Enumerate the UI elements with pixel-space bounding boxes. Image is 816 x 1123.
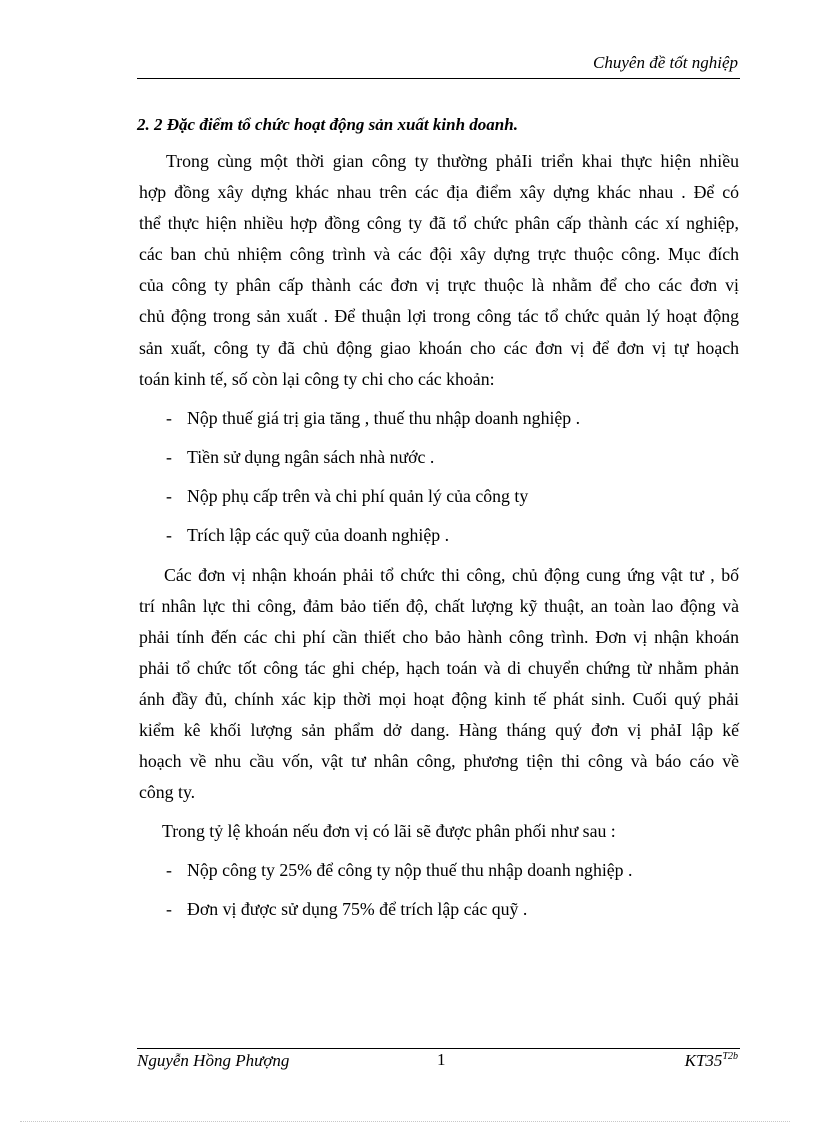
dash-bullet: - <box>166 408 172 428</box>
paragraph-line: ánh đầy đủ, chính xác kịp thời mọi hoạt động kinh tế phát sinh. Cuối quý phải <box>139 689 739 709</box>
paragraph-3: Trong tỷ lệ khoán nếu đơn vị có lãi sẽ được phân phối như sau : <box>162 821 616 841</box>
paragraph-line: phải tính đến các chi phí cần thiết cho bảo hành công trình. Đơn vị nhận khoán <box>139 627 739 647</box>
header-title: Chuyên đề tốt nghiệp <box>593 53 738 72</box>
list-item-text: Đơn vị được sử dụng 75% để trích lập các quỹ . <box>187 899 528 919</box>
paragraph-line: các ban chủ nhiệm công trình và các đội xây dựng trực thuộc công. Mục đích <box>139 244 739 264</box>
list-item-text: Nộp công ty 25% để công ty nộp thuế thu nhập doanh nghiệp . <box>187 860 633 880</box>
paragraph-line: hợp đồng xây dựng khác nhau trên các địa điểm xây dựng khác nhau . Để có <box>139 182 739 202</box>
footer-rule <box>137 1048 740 1049</box>
paragraph-line: Trong cùng một thời gian công ty thường phảIi triển khai thực hiện nhiều <box>166 151 739 171</box>
paragraph-line: phải tổ chức tốt công tác ghi chép, hạch toán và di chuyển chứng từ nhằm phản <box>139 658 739 678</box>
footer-author: Nguyễn Hồng Phượng <box>137 1051 290 1070</box>
page-header <box>137 52 740 79</box>
list-item-text: Nộp thuế giá trị gia tăng , thuế thu nhập doanh nghiệp . <box>187 408 581 428</box>
class-code: KT35 <box>684 1051 723 1070</box>
page-bottom-dotted-line <box>20 1121 790 1122</box>
footer-class-code <box>685 1051 738 1071</box>
paragraph-line: Các đơn vị nhận khoán phải tổ chức thi công, chủ động cung ứng vật tư , bố <box>164 565 739 585</box>
dash-bullet: - <box>166 860 172 880</box>
paragraph-line: công ty. <box>139 782 196 802</box>
paragraph-line: trí nhân lực thi công, đảm bảo tiến độ, chất lượng kỹ thuật, an toàn lao động và <box>139 596 739 616</box>
page-number: 1 <box>437 1050 446 1069</box>
paragraph-line: sản xuất, công ty đã chủ động giao khoán cho các đơn vị để đơn vị tự hoạch <box>139 338 739 358</box>
paragraph-line: hoạch về nhu cầu vốn, vật tư nhân công, phương tiện thi công và báo cáo về <box>139 751 739 771</box>
paragraph-line: toán kinh tế, số còn lại công ty chi cho các khoản: <box>139 369 495 389</box>
paragraph-line: thể thực hiện nhiều hợp đồng công ty đã tổ chức phân cấp thành các xí nghiệp, <box>139 213 739 233</box>
dash-bullet: - <box>166 899 172 919</box>
section-heading: 2. 2 Đặc điểm tổ chức hoạt động sản xuất kinh doanh. <box>137 115 518 134</box>
list-item-text: Tiền sử dụng ngân sách nhà nước . <box>187 447 435 467</box>
dash-bullet: - <box>166 525 172 545</box>
list-item-text: Trích lập các quỹ của doanh nghiệp . <box>187 525 450 545</box>
paragraph-line: chủ động trong sản xuất . Để thuận lợi trong công tác tổ chức quản lý hoạt động <box>139 306 739 326</box>
list-item-text: Nộp phụ cấp trên và chi phí quản lý của công ty <box>187 486 529 506</box>
dash-bullet: - <box>166 486 172 506</box>
paragraph-line: kiểm kê khối lượng sản phẩm dở dang. Hàng tháng quý đơn vị phảI lập kế <box>139 720 739 740</box>
class-superscript: T2b <box>722 1051 738 1062</box>
paragraph-line: của công ty phân cấp thành các đơn vị trực thuộc là nhằm để cho các đơn vị <box>139 275 739 295</box>
dash-bullet: - <box>166 447 172 467</box>
